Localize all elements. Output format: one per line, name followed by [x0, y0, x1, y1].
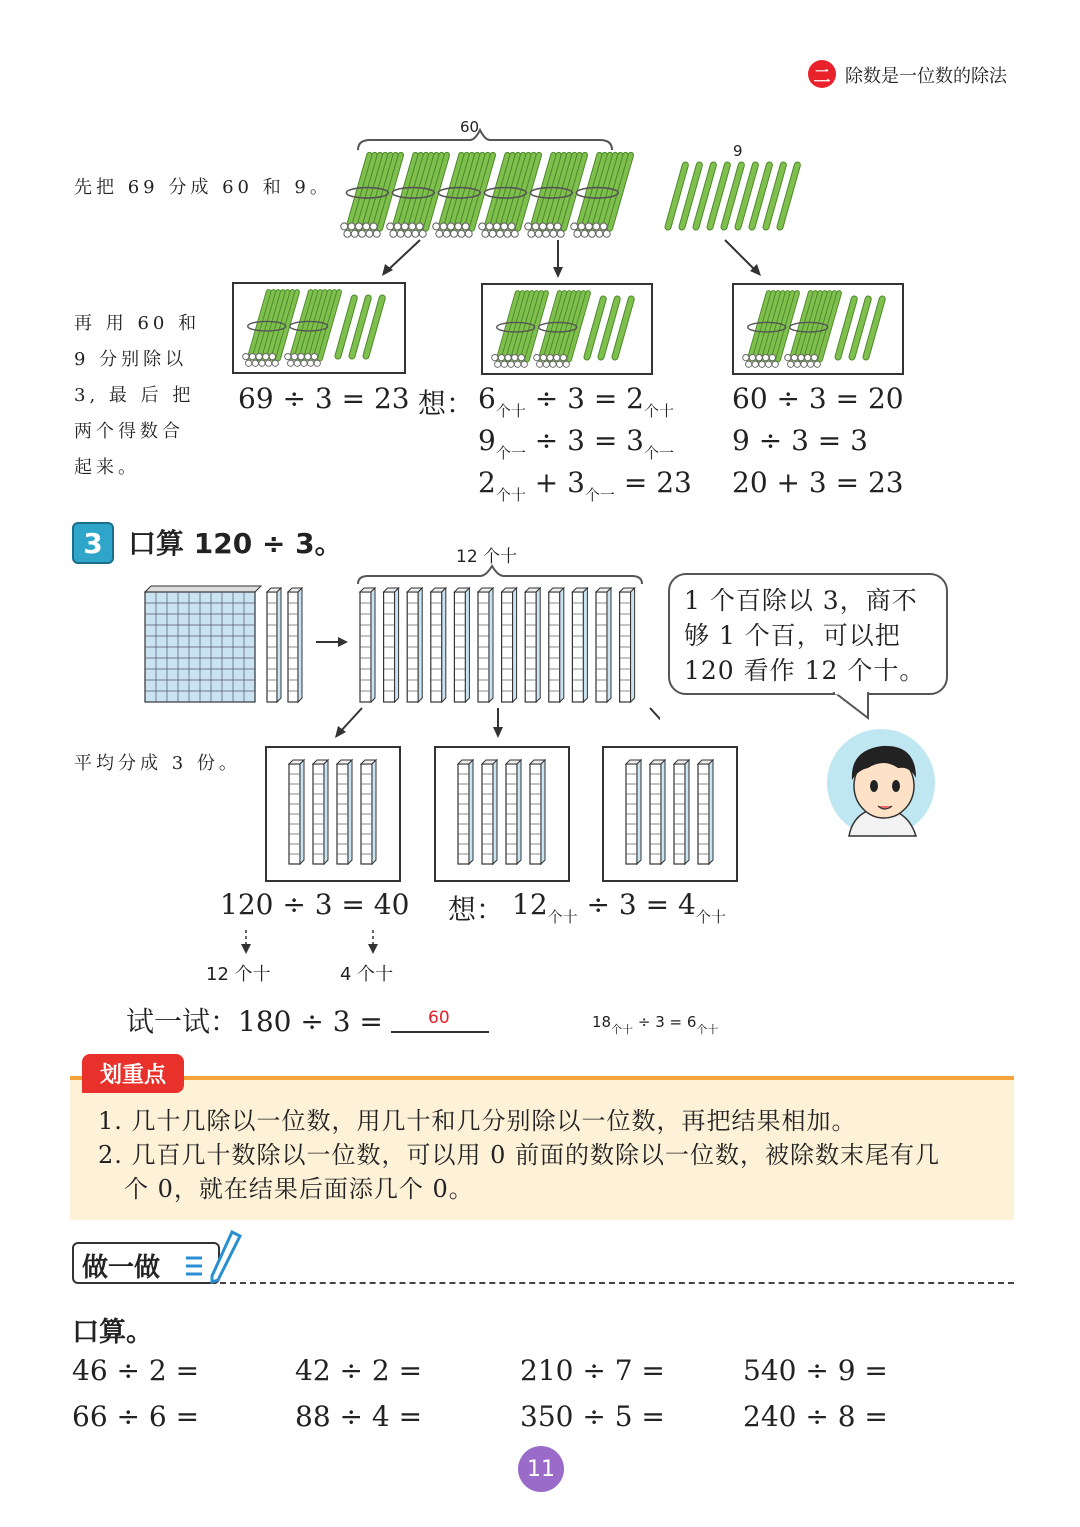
- exercise-2: 42 ÷ 2 =: [295, 1354, 423, 1387]
- exercise-5: 66 ÷ 6 =: [72, 1400, 200, 1433]
- page-number: 11: [518, 1446, 564, 1492]
- keypoint-2-cont: 个 0，就在结果后面添几个 0。: [124, 1175, 474, 1203]
- think-120: $12_{个十} \div 3 = 4_{个十}$: [512, 888, 726, 926]
- annotation-4-tens: 4 个十: [340, 964, 394, 985]
- ten-rod: [596, 588, 611, 702]
- share-box-1: [265, 746, 401, 882]
- chapter-badge: 二: [808, 60, 836, 88]
- ten-rod: [478, 588, 493, 702]
- answer-line: [391, 1031, 489, 1033]
- example3-title: 口算 120 ÷ 3。: [128, 527, 343, 560]
- exercise-4: 540 ÷ 9 =: [743, 1354, 888, 1387]
- exercise-7: 350 ÷ 5 =: [520, 1400, 665, 1433]
- ten-rod: [267, 588, 281, 702]
- exercise-8: 240 ÷ 8 =: [743, 1400, 888, 1433]
- ten-rod: [626, 760, 641, 864]
- ten-rod: [384, 588, 399, 702]
- ten-rod: [360, 588, 375, 702]
- ten-rod: [620, 588, 635, 702]
- ten-rod: [698, 760, 713, 864]
- ten-rod: [674, 760, 689, 864]
- annotation-12-tens: 12 个十: [206, 964, 271, 985]
- exercise-1: 46 ÷ 2 =: [72, 1354, 200, 1387]
- think-line-3: $2_{个十} + 3_{个一} = 23$: [478, 466, 692, 504]
- split-label: 平均分成 3 份。: [74, 753, 241, 774]
- practice-title: 做一做: [82, 1253, 161, 1283]
- ten-rod: [431, 588, 446, 702]
- bubble-tail: [830, 692, 880, 722]
- think-line-2: $9_{个一} \div 3 = 3_{个一}$: [478, 424, 675, 462]
- step1-text: 先把 69 分成 60 和 9。: [74, 177, 332, 198]
- try-hint: $18_{个十} \div 3 = 6_{个十}$: [592, 1013, 719, 1036]
- keypoints-rule: [70, 1076, 1014, 1080]
- speech-bubble: 1 个百除以 3，商不 够 1 个百，可以把 120 看作 12 个十。: [668, 573, 948, 695]
- boy-avatar: [824, 728, 938, 838]
- right-eq-3: 20 + 3 = 23: [732, 466, 904, 499]
- ten-rod: [407, 588, 422, 702]
- exercise-6: 88 ÷ 4 =: [295, 1400, 423, 1433]
- example-number-badge: 3: [72, 522, 114, 564]
- pencil-icon: [184, 1228, 244, 1284]
- chapter-title: 除数是一位数的除法: [845, 66, 1007, 87]
- keypoint-2: 2. 几百几十数除以一位数，可以用 0 前面的数除以一位数，被除数末尾有几: [98, 1141, 941, 1169]
- keypoint-1: 1. 几十几除以一位数，用几十和几分别除以一位数，再把结果相加。: [98, 1107, 857, 1135]
- blocks-illustration: [140, 560, 660, 740]
- ten-rod: [361, 760, 376, 864]
- eq-120-div-3: 120 ÷ 3 = 40: [220, 888, 410, 921]
- ten-rod: [289, 760, 304, 864]
- ten-rod: [337, 760, 352, 864]
- think-label-1: 想：: [418, 387, 475, 420]
- right-eq-2: 9 ÷ 3 = 3: [732, 424, 868, 457]
- ten-rod: [502, 588, 517, 702]
- ten-rod: [549, 588, 564, 702]
- share-box-3: [602, 746, 738, 882]
- ten-rod: [454, 588, 469, 702]
- split-box-3: [732, 283, 904, 375]
- eq-69-div-3: 69 ÷ 3 = 23: [238, 382, 410, 415]
- label-9: 9: [733, 142, 743, 160]
- split-box-1: [232, 282, 406, 374]
- ten-rod: [506, 760, 521, 864]
- step2-text: 再 用 60 和 9 分别除以 3, 最 后 把 两个得数合 起来。: [74, 313, 201, 478]
- label-12-tens: 12 个十: [456, 547, 518, 567]
- ten-rod: [525, 588, 540, 702]
- try-answer: 60: [428, 1008, 450, 1028]
- ten-rod: [458, 760, 473, 864]
- try-it-label: 试一试：180 ÷ 3 =: [126, 1005, 383, 1038]
- practice-divider: [220, 1282, 1014, 1284]
- ten-rod: [313, 760, 328, 864]
- ten-rod: [482, 760, 497, 864]
- label-60: 60: [460, 118, 480, 136]
- share-box-2: [434, 746, 570, 882]
- annotation-arrows: [236, 928, 386, 956]
- split-box-2: [481, 283, 653, 375]
- oral-calc-label: 口算。: [72, 1317, 153, 1348]
- hundred-flat: [145, 586, 261, 702]
- sticks-illustration: [330, 110, 830, 285]
- ten-rod: [530, 760, 545, 864]
- ten-rod: [572, 588, 587, 702]
- right-eq-1: 60 ÷ 3 = 20: [732, 382, 904, 415]
- ten-rod: [288, 588, 302, 702]
- keypoints-tag: 划重点: [82, 1054, 184, 1093]
- think-label-2: 想：: [448, 893, 505, 926]
- exercise-3: 210 ÷ 7 =: [520, 1354, 665, 1387]
- ten-rod: [650, 760, 665, 864]
- think-line-1: $6_{个十} \div 3 = 2_{个十}$: [478, 382, 675, 420]
